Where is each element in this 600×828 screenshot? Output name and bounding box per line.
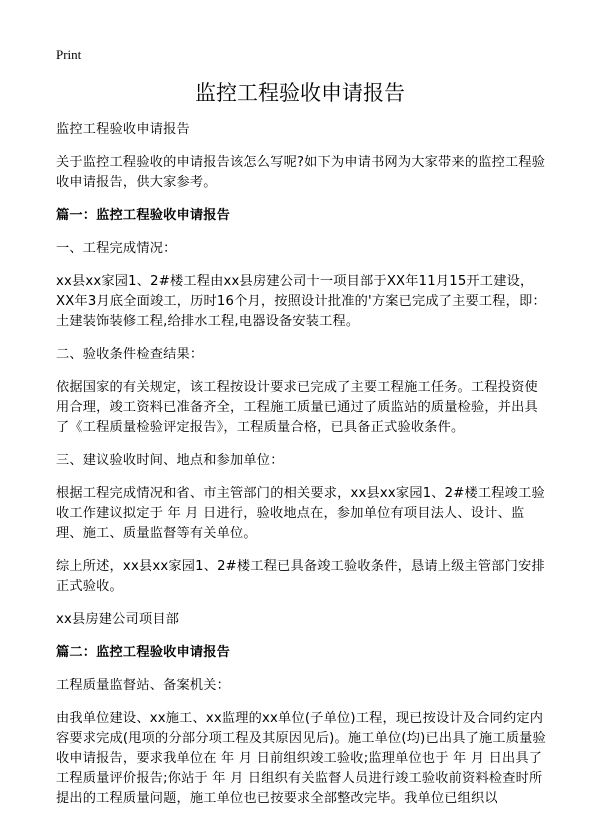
paragraph-completion: xx县xx家园1、2#楼工程由xx县房建公司十一项目部于XX年11月15开工建设， XX年3月底全面竣工，历时16个月，按照设计批准的'方案已完成了主要工程，即：土建装饰装修工程,给排水工程,电器设备安装工程。 bbox=[56, 274, 546, 329]
paragraph-intro: 关于监控工程验收的申请报告该怎么写呢?如下为申请书网为大家带来的监控工程验收申请报告，供大家参考。 bbox=[56, 155, 546, 190]
subheading-completion: 一、工程完成情况： bbox=[56, 241, 177, 256]
paragraph-summary: 综上所述，xx县xx家园1、2#楼工程已具备竣工验收条件，恳请上级主管部门安排正式验收。 bbox=[56, 559, 545, 594]
paragraph-application: 由我单位建设、xx施工、xx监理的xx单位(子单位)工程，现已按设计及合同约定内容要求完成(甩项的分部分项工程及其原因见后)。施工单位(均)已出具了施工质量验收申请报告，要求我单位在 年 月 日前组织竣工验收;监理单位也于 年 月 日出具了工程质量评价报告;你站于 年 月 日组织有关监督人员进行竣工验收前资料检查时所提出的工程质量问题，施工单位也已按要求全部整改完毕。我单位已组织以 bbox=[56, 711, 546, 806]
subheading-inspection: 二、验收条件检查结果： bbox=[56, 347, 204, 362]
section-heading-2: 篇二：监控工程验收申请报告 bbox=[56, 645, 231, 660]
paragraph-addressee: 工程质量监督站、备案机关： bbox=[56, 678, 231, 693]
subheading-schedule: 三、建议验收时间、地点和参加单位： bbox=[56, 453, 284, 468]
document-title: 监控工程验收申请报告 bbox=[195, 81, 405, 105]
paragraph-schedule: 根据工程完成情况和省、市主管部门的相关要求，xx县xx家园1、2#楼工程竣工验收工作建议拟定于 年 月 日进行，验收地点在，参加单位有项目法人、设计、监理、施工、质量监督等有关单位。 bbox=[56, 486, 545, 541]
section-heading-1: 篇一：监控工程验收申请报告 bbox=[56, 208, 231, 223]
paragraph-intro-title: 监控工程验收申请报告 bbox=[56, 122, 190, 137]
paragraph-signature: xx县房建公司项目部 bbox=[56, 612, 180, 627]
print-label: Print bbox=[56, 47, 82, 62]
paragraph-inspection: 依据国家的有关规定，该工程按设计要求已完成了主要工程施工任务。工程投资使用合理，竣工资料已准备齐全，工程施工质量已通过了质监站的质量检验，并出具了《工程质量检验评定报告》，工程质量合格，已具备正式验收条件。 bbox=[56, 380, 538, 435]
document-body bbox=[56, 120, 546, 822]
